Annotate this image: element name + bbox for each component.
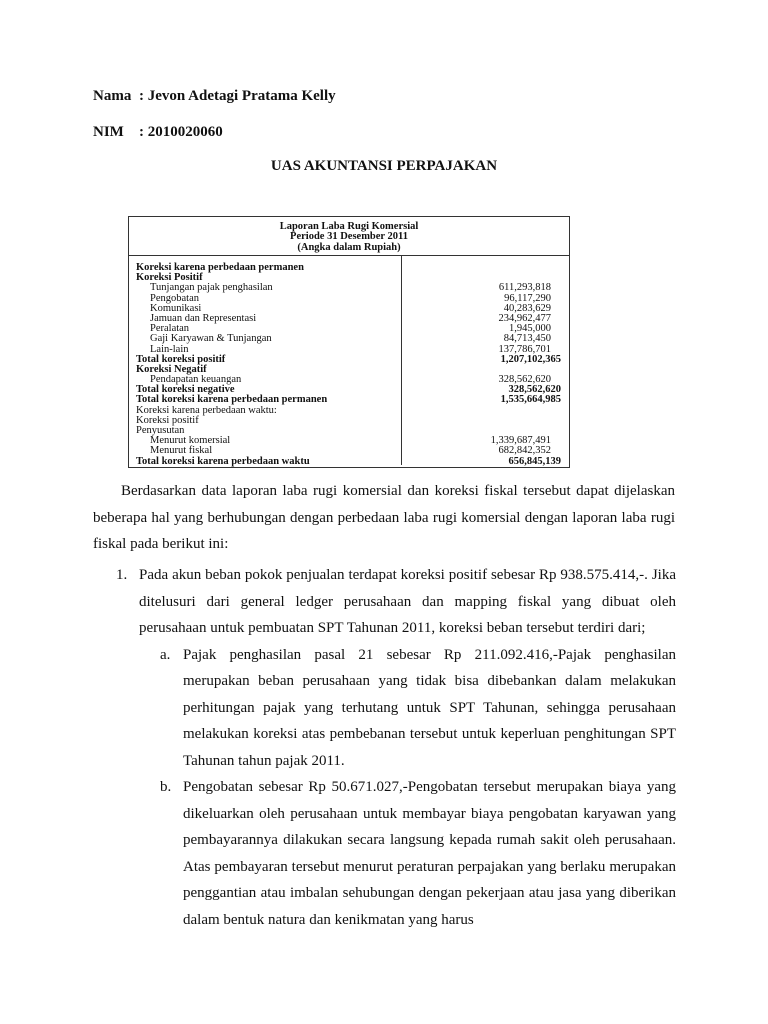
row-value: 1,339,687,491: [490, 435, 551, 447]
table-row: [136, 334, 561, 344]
nim-label: NIM: [93, 124, 124, 140]
row-label: Koreksi Negatif: [136, 363, 207, 375]
row-label: Pengobatan: [150, 292, 199, 304]
report-heading-line: Laporan Laba Rugi Komersial: [279, 221, 419, 232]
sub-item-b: [139, 774, 676, 933]
page-title: UAS AKUNTANSI PERPAJAKAN: [270, 158, 498, 174]
name-label: Nama: [93, 88, 132, 104]
row-value: 234,962,477: [498, 312, 551, 324]
row-label: Total koreksi positif: [136, 353, 226, 365]
row-value: 96,117,290: [504, 292, 551, 304]
row-label: Menurut komersial: [150, 435, 231, 447]
row-value: 328,562,620: [508, 384, 561, 396]
sub-item-a: [139, 642, 676, 775]
row-label: Koreksi Positif: [136, 272, 203, 284]
report-heading-line: Periode 31 Desember 2011: [290, 231, 408, 243]
sub-item-text: Pengobatan sebesar Rp 50.671.027,-Pengobatan tersebut merupakan biaya yang dikeluarkan oleh perusahaan untuk membayar biaya pengobatan karyawan yang pembayarannya dilakukan secara langsung kepada rumah sakit oleh perusahaan. Atas pembayaran tersebut menurut peraturan perpajakan yang berlaku merupakan penggantian atau imbalan sehubungan dengan pekerjaan atau jasa yang diberikan dalam bentuk natura dan kenikmatan yang harus: [183, 779, 676, 928]
row-value: 137,786,701: [498, 343, 551, 355]
report-heading-line: (Angka dalam Rupiah): [297, 241, 401, 253]
row-label: Lain-lain: [150, 343, 189, 355]
name-line: [93, 88, 336, 105]
row-label: Peralatan: [150, 323, 190, 335]
row-label: Menurut fiskal: [150, 445, 213, 457]
report-heading: [129, 217, 569, 256]
report-body: [129, 256, 569, 465]
nim-value: : 2010020060: [139, 124, 223, 140]
table-row: [136, 457, 561, 467]
row-value: 611,293,818: [498, 282, 551, 294]
row-label: Komunikasi: [150, 302, 202, 314]
row-value: 1,207,102,365: [500, 353, 561, 365]
row-label: Total koreksi karena perbedaan waktu: [136, 455, 310, 467]
row-value: 84,713,450: [503, 333, 551, 345]
numbered-list: [116, 562, 676, 933]
row-label: Koreksi positif: [136, 414, 199, 426]
row-label: Koreksi karena perbedaan permanen: [136, 262, 304, 273]
table-row: [136, 406, 561, 416]
row-label: Pendapatan keuangan: [150, 374, 242, 386]
sub-item-letter: a.: [160, 646, 171, 663]
row-value: 656,845,139: [508, 455, 561, 467]
sub-item-text: Pajak penghasilan pasal 21 sebesar Rp 211.092.416,-Pajak penghasilan merupakan beban perusahaan yang tidak bisa dibebankan dalam melakukan perhitungan pajak yang terhutang untuk SPT Tahunan, sehingga perusahaan melakukan koreksi atas pembebanan tersebut untuk keperluan penghitungan SPT Tahunan tahun pajak 2011.: [183, 646, 676, 769]
income-statement-table: [128, 216, 570, 468]
row-label: Penyusutan: [136, 425, 185, 436]
intro-text: Berdasarkan data laporan laba rugi komersial dan koreksi fiskal tersebut dapat dijelaskan beberapa hal yang berhubungan dengan perbedaan laba rugi komersial dengan laporan laba rugi fiskal pada berikut ini:: [93, 483, 675, 552]
list-item: [116, 562, 676, 642]
row-value: 682,842,352: [498, 445, 551, 457]
row-label: Tunjangan pajak penghasilan: [150, 282, 273, 294]
table-row: [136, 416, 561, 426]
row-value: 40,283,629: [503, 302, 551, 314]
sub-item-letter: b.: [160, 779, 172, 795]
row-label: Koreksi karena perbedaan waktu:: [136, 404, 277, 416]
name-value: : Jevon Adetagi Pratama Kelly: [139, 88, 336, 104]
list-item-number: 1.: [116, 567, 128, 583]
row-value: 328,562,620: [498, 374, 551, 386]
table-row: [136, 314, 561, 324]
intro-paragraph: [93, 478, 675, 558]
row-label: Gaji Karyawan & Tunjangan: [150, 333, 272, 345]
row-value: 1,945,000: [509, 323, 551, 335]
row-value: 1,535,664,985: [500, 394, 561, 406]
table-row: [136, 283, 561, 293]
nim-line: [93, 124, 223, 141]
row-label: Total koreksi karena perbedaan permanen: [136, 394, 328, 406]
report-rows: [136, 263, 561, 467]
list-item-text: Pada akun beban pokok penjualan terdapat koreksi positif sebesar Rp 938.575.414,-. Jika ditelusuri dari general ledger perusahaan dan mapping fiskal yang dibuat oleh perusahaan untuk pembuatan SPT Tahunan 2011, koreksi beban tersebut terdiri dari;: [139, 567, 676, 636]
row-label: Total koreksi negative: [136, 384, 235, 396]
row-label: Jamuan dan Representasi: [150, 312, 257, 324]
